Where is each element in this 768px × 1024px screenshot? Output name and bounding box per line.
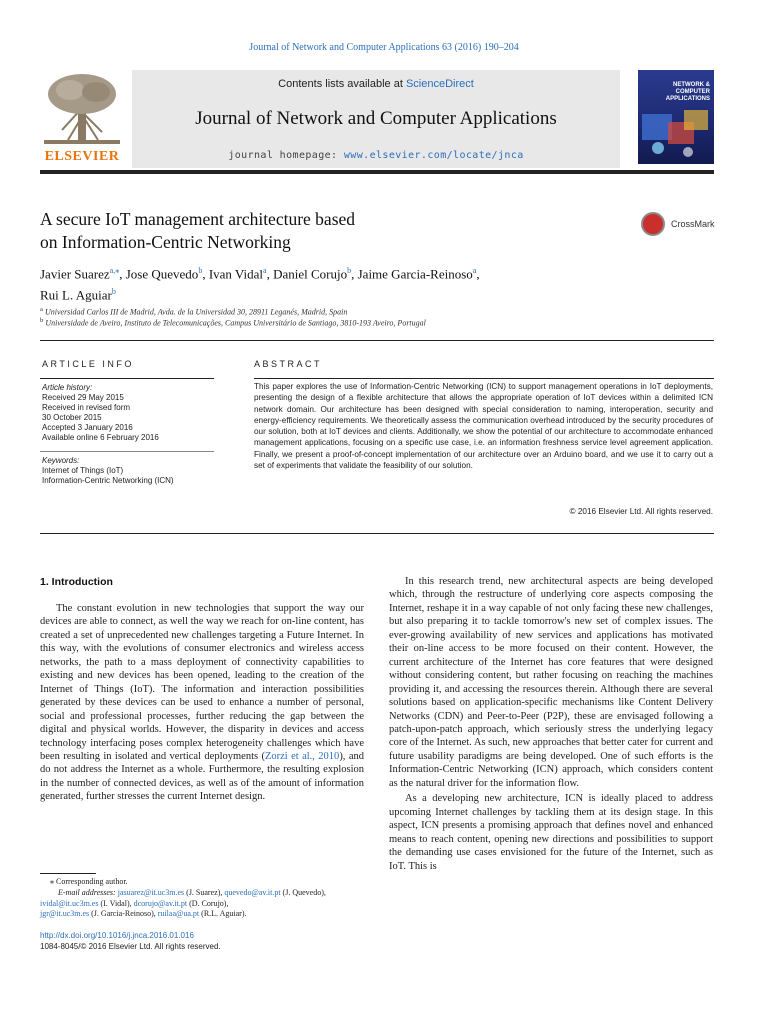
email-line [40,899,370,910]
article-title-line: A secure IoT management architecture based [40,209,356,229]
article-info-label: ARTICLE INFO [42,359,134,369]
email-link[interactable]: jasuarez@it.uc3m.es [117,887,185,897]
abstract-copyright: © 2016 Elsevier Ltd. All rights reserved. [569,507,713,516]
crossmark-badge[interactable] [641,212,731,240]
email-owner: (J. Suarez), [184,887,225,897]
crossmark-label: CrossMark [671,219,715,229]
author-name[interactable]: Ivan Vidal [208,266,264,282]
history-entry: Received in revised form [42,403,131,412]
affiliation-a [40,306,660,317]
footnotes [40,877,370,920]
article-info-rule [40,378,214,379]
author-affil-mark[interactable]: a,⁎ [109,266,120,275]
contents-line [132,78,620,90]
affiliation-text: Universidad Carlos III de Madrid, Avda. de la Universidad 30, 28911 Leganés, Madrid, Spain [44,307,348,317]
cover-title-line: COMPUTER [675,89,710,95]
body-paragraph: In this research trend, new architectural aspects are being developed which, through the restructure of underlying core aspects composing the Internet, reshape it in a way capable of not only facing these new challenges, but also preparing it to tackle tomorrow's new set of complex issues. The ever-growing availability of new services and applications has motivated their on-line access to be more focused on their content. However, the current architecture of the Internet has core features that were designed without considering content, but rather focusing on reaching the machines providing it, and accessing the resources therein. Although there are several solutions based on application-specific mechanisms like Content Delivery Networks (CDN) and Peer-to-Peer (P2P), these are envisaged following a patch-upon-patch approach, which seriously stress the underlying legacy core of the Internet. As such, new approaches that better cater for current and future usability paradigms are being developed. One of such efforts is the Information-Centric Networking (ICN) approach, which considers content as the natural driver for the information flow. [389,576,713,789]
author-affil-mark[interactable]: b [198,266,203,275]
keyword: Internet of Things (IoT) [42,466,124,475]
author-list: Javier Suarez$^{a,⁎}$, Jose Quevedo$^b$, Ivan Vidal$^a$, Daniel Corujo$^b$, Jaime Garcia-Reinoso$^a$, Rui L. Aguiar$^b$ [40,266,480,303]
author-name[interactable]: Javier Suarez [40,266,110,282]
affiliation-b [40,317,660,328]
corresponding-author-note: ⁎ Corresponding author. [50,877,128,886]
homepage-link[interactable]: www.elsevier.com/locate/jnca [343,150,524,161]
email-link[interactable]: ruilaa@ua.pt [157,909,200,919]
history-entry: Accepted 3 January 2016 [42,423,133,432]
abstract-rule [254,378,714,379]
body-text: The constant evolution in new technologies that support the way our devices are able to connect, as well the way we reach for on-line content, has created a set of unprecedented new challenges targeting a Future Internet. In this way, with the evolutions of consumer electronics and wireless access networks, the path to a mass deployment of connectivity capabilities to existing and new devices has been opened, leading to the creation of the Internet of Things (IoT). The information and interaction possibilities generated by these devices can be used to enhance a number of personal, social and professional processes, further reducing the gap between the digital and physical worlds. However, the disparity in devices and access technology interfacing poses complex heterogeneity challenges which have been resulting in isolated and vertical deployments ( [40,603,364,762]
email-owner: (I. Vidal), [98,898,134,908]
author-name[interactable]: Jose Quevedo [125,266,199,282]
abstract-end-rule [40,533,714,534]
journal-cover-image[interactable] [638,70,714,164]
article-history [42,383,214,443]
history-entry: Available online 6 February 2016 [42,433,159,442]
contents-prefix: Contents lists available at [278,78,406,90]
author-affil-mark[interactable]: a [263,266,267,275]
article-history-head: Article history: [42,383,93,392]
crossmark-icon [641,212,665,236]
sciencedirect-link[interactable]: ScienceDirect [405,78,474,90]
elsevier-logo[interactable] [40,70,124,168]
email-owner: (D. Corujo), [187,898,229,908]
keywords [42,456,214,486]
article-title [40,208,600,254]
affiliation-text: Universidade de Aveiro, Instituto de Telecomunicações, Campus Universitário de Santiago, 3810-193 Aveiro, Portugal [45,318,426,328]
body-paragraph [40,602,364,804]
doi-link[interactable]: http://dx.doi.org/10.1016/j.jnca.2016.01.016 [40,931,194,940]
citation-link[interactable]: Zorzi et al., 2010 [264,750,340,762]
homepage-line [132,150,620,161]
author-name[interactable]: Jaime Garcia-Reinoso [357,266,473,282]
body-paragraph: As a developing new architecture, ICN is ideally placed to address upcoming Internet challenges by tackling them at its design stage. In this aspect, ICN presents a promising approach that defines novel and enhanced means to reach content, opening new directions and possibilities to support the demanding use cases envisioned for the future of the Internet, such as IoT. This is [389,793,713,872]
author-affil-mark[interactable]: b [111,287,116,297]
cover-art-icon [638,70,714,164]
article-title-line: on Information-Centric Networking [40,232,291,252]
right-column [389,575,713,873]
section-rule [40,340,714,341]
keywords-rule [40,451,214,452]
email-link[interactable]: jgr@it.uc3m.es [40,909,90,919]
journal-title: Journal of Network and Computer Applications [195,108,557,129]
section-heading-introduction: 1. Introduction [40,576,113,588]
cover-title-line: NETWORK & [673,82,710,88]
affiliation-mark: a [40,306,43,313]
journal-citation[interactable]: Journal of Network and Computer Applications 63 (2016) 190–204 [249,42,519,53]
affiliation-mark: b [40,317,44,324]
email-label: E-mail addresses: [58,887,118,897]
abstract-label: ABSTRACT [254,359,323,369]
email-link[interactable]: quevedo@av.it.pt [224,887,281,897]
author-affil-mark[interactable]: b [347,266,352,275]
issn-copyright: 1084-8045/© 2016 Elsevier Ltd. All rights reserved. [40,941,221,951]
doi-block [40,931,370,953]
history-entry: Received 29 May 2015 [42,393,124,402]
author-affil-mark[interactable]: a [472,266,477,275]
homepage-prefix: journal homepage: [228,150,344,161]
cover-title-line: APPLICATIONS [665,96,710,102]
left-column [40,602,364,804]
body-text: ), and do not address the Internet as a whole. Furthermore, the resulting explosion in the number of connected devices, as well as of the amount of information generated, further stresses the current Internet design. [40,750,364,803]
history-entry: 30 October 2015 [42,413,102,422]
email-owner: (R.L. Aguiar). [199,909,247,919]
email-line [40,888,370,899]
masthead-rule [40,170,714,174]
journal-masthead [40,70,714,168]
email-owner: (J. Quevedo), [280,887,326,897]
keyword: Information-Centric Networking (ICN) [42,476,174,485]
footnote-rule [40,873,96,874]
email-link[interactable]: ividal@it.uc3m.es [40,898,99,908]
author-name[interactable]: Rui L. Aguiar [40,287,112,303]
tree-icon [40,70,124,148]
abstract-text: This paper explores the use of Information-Centric Networking (ICN) to support management operations in IoT deployments, presenting the design of a flexible architecture that allows the appropriate operation of IoT devices within a delimited ICN network domain. Our architecture has been designed with special consideration to naming, interoperation, security and energy-efficiency requirements. We theoretically assess the communication overhead introduced by the security procedures of our solution, both at IoT devices and clients. Additionally, we show the potential of our architecture to accommodate enhanced management applications, focusing on a specific use case, i.e. an information freshness service level agreement application. Finally, we present a proof-of-concept implementation of our architecture over an Arduino board, and we use it to carry out a set of experiments that validate the feasibility of our solution. [254,382,713,471]
publisher-name: ELSEVIER [44,149,120,164]
author-name[interactable]: Daniel Corujo [273,266,348,282]
keywords-head: Keywords: [42,456,80,465]
email-line [40,909,370,920]
masthead-banner [132,70,620,168]
email-link[interactable]: dcorujo@av.it.pt [133,898,188,908]
email-owner: (J. Garcia-Reinoso), [89,909,158,919]
